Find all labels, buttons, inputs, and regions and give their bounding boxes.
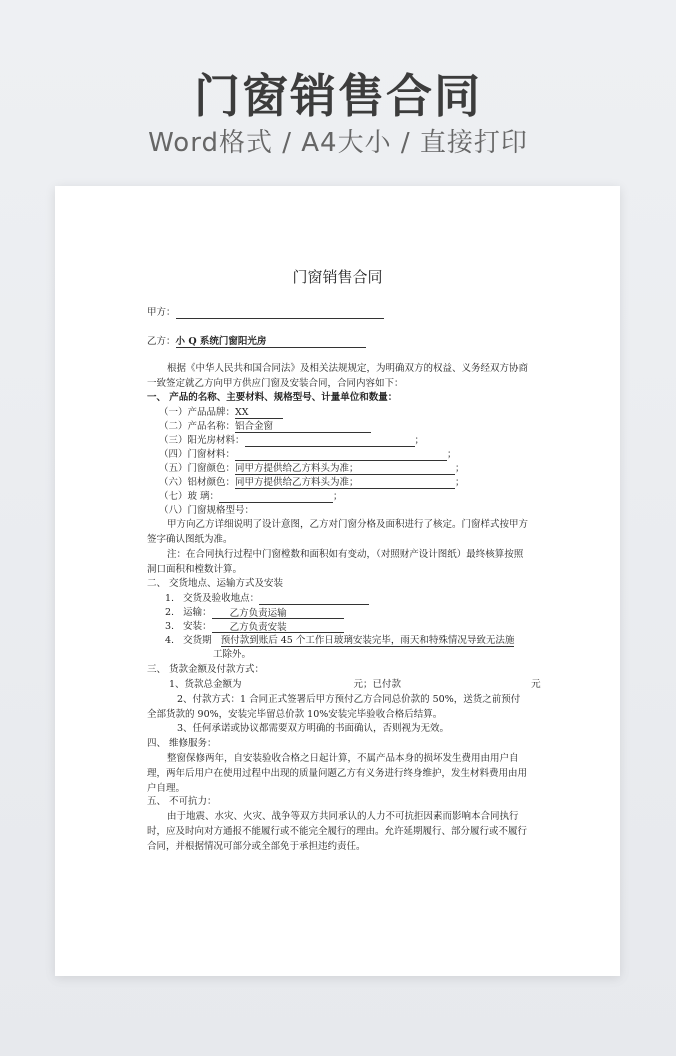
item-window-material-blank[interactable]	[235, 448, 447, 461]
payment-total-label: 1、货款总金额为	[169, 679, 242, 690]
item-window-material-label: （四）门窗材料：	[159, 449, 236, 460]
item-window-material-end: ；	[447, 449, 457, 460]
party-a-label: 甲方：	[147, 307, 176, 318]
item-product-name	[159, 420, 371, 433]
item-window-color	[159, 462, 465, 475]
item-glass-end: ；	[333, 491, 343, 502]
delivery-value-3: 乙方负责安装	[212, 621, 344, 633]
item-sunroom-material	[159, 434, 424, 447]
section-5-heading: 五、 不可抗力：	[147, 796, 217, 807]
item-window-color-label: （五）门窗颜色：	[159, 463, 236, 474]
document-page	[55, 186, 620, 976]
item-product-name-value: 铝合金窗	[235, 420, 371, 433]
section-4-heading: 四、 维修服务：	[147, 738, 217, 749]
payment-paid-label: 元；已付款	[353, 679, 402, 690]
item-glass-blank[interactable]	[219, 490, 333, 503]
delivery-item-4	[165, 634, 514, 647]
item-glass-label: （七）玻 璃：	[159, 491, 220, 502]
item-aluminum-color-label: （六）铝材颜色：	[159, 477, 236, 488]
payment-total-blank[interactable]	[242, 679, 354, 691]
section-3-heading: 三、 货款金额及付款方式：	[147, 664, 265, 675]
item-brand	[159, 406, 283, 419]
delivery-num-1: 1.	[165, 593, 175, 604]
item-aluminum-color	[159, 476, 465, 489]
section-2-heading: 二、 交货地点、运输方式及安装	[147, 578, 284, 589]
intro-paragraph: 根据《中华人民共和国合同法》及相关法规规定，为明确双方的权益、义务经双方协商一致签定就乙方向甲方供应门窗及安装合同，合同内容如下：	[147, 363, 529, 389]
section-1-heading: 一、 产品的名称、主要材料、规格型号、计量单位和数量：	[147, 392, 398, 403]
section-4-paragraph: 整窗保修两年，自安装验收合格之日起计算，不属产品本身的损坏发生费用由用户自理，两年后用户在使用过程中出现的质量问题乙方有义务进行终身维护，发生材料费用由用户自理。	[147, 753, 528, 794]
payment-unit: 元	[531, 679, 541, 690]
party-a-line	[147, 306, 384, 319]
section-1-paragraph-1: 甲方向乙方详细说明了设计意图，乙方对门窗分格及面积进行了核定。门窗样式按甲方签字确认图纸为准。	[147, 519, 529, 545]
delivery-label-4: 交货期	[183, 635, 212, 646]
payment-paid-blank[interactable]	[401, 679, 531, 691]
item-window-color-value: 同甲方提供给乙方料头为准；	[235, 462, 455, 475]
payment-total-line	[169, 678, 541, 691]
delivery-label-1: 交货及验收地点：	[183, 593, 260, 604]
item-window-material	[159, 448, 457, 461]
doc-title: 门窗销售合同	[292, 268, 383, 286]
item-window-color-end: ；	[455, 463, 465, 474]
item-brand-value: XX	[235, 406, 283, 419]
section-1-paragraph-2: 注：在合同执行过程中门窗樘数和面积如有变动，（对照财产设计图纸）最终核算按照洞口面积和樘数计算。	[147, 549, 524, 575]
document-body	[55, 186, 620, 976]
item-aluminum-color-end: ；	[455, 477, 465, 488]
payment-confirm: 3、任何承诺或协议都需要双方明确的书面确认，否则视为无效。	[177, 723, 450, 734]
item-sunroom-blank[interactable]	[245, 434, 415, 447]
delivery-value-2: 乙方负责运输	[212, 607, 344, 619]
item-spec: （八）门窗规格型号：	[159, 505, 255, 516]
delivery-item-2	[165, 606, 344, 619]
delivery-item-3	[165, 620, 344, 633]
delivery-item-1	[165, 592, 369, 605]
delivery-num-3: 3.	[165, 621, 175, 632]
item-product-name-label: （二）产品名称：	[159, 421, 236, 432]
item-brand-label: （一）产品品牌：	[159, 407, 236, 418]
delivery-num-2: 2.	[165, 607, 175, 618]
item-aluminum-color-value: 同甲方提供给乙方料头为准；	[235, 476, 455, 489]
party-b-value: 小 Q 系统门窗阳光房	[176, 335, 366, 348]
delivery-label-2: 运输：	[183, 607, 212, 618]
item-sunroom-label: （三）阳光房材料：	[159, 435, 245, 446]
party-a-blank[interactable]	[176, 306, 384, 319]
delivery-num-4: 4.	[165, 635, 175, 646]
section-5-paragraph: 由于地震、水灾、火灾、战争等双方共同承认的人力不可抗拒因素而影响本合同执行时，应及时向对方通报不能履行或不能完全履行的理由。允许延期履行、部分履行或不履行合同，并根据情况可部分或全部免于承担违约责任。	[147, 811, 528, 852]
delivery-value-4-cont: 工除外。	[213, 649, 252, 660]
delivery-location-blank[interactable]	[259, 592, 369, 605]
party-b-label: 乙方：	[147, 336, 176, 347]
item-glass	[159, 490, 343, 503]
item-sunroom-end: ；	[414, 435, 425, 446]
delivery-label-3: 安装：	[183, 621, 212, 632]
hero-subtitle: Word格式 / A4大小 / 直接打印	[148, 128, 528, 158]
delivery-value-4: 预付款到账后 45 个工作日玻璃安装完毕，雨天和特殊情况导致无法施	[220, 635, 515, 646]
payment-method: 2、付款方式：1 合同正式签署后甲方预付乙方合同总价款的 50%，送货之前预付全部货款的 90%，安装完毕留总价款 10%安装完毕验收合格后结算。	[147, 694, 521, 720]
hero-title: 门窗销售合同	[194, 69, 482, 123]
party-b-line	[147, 335, 366, 348]
